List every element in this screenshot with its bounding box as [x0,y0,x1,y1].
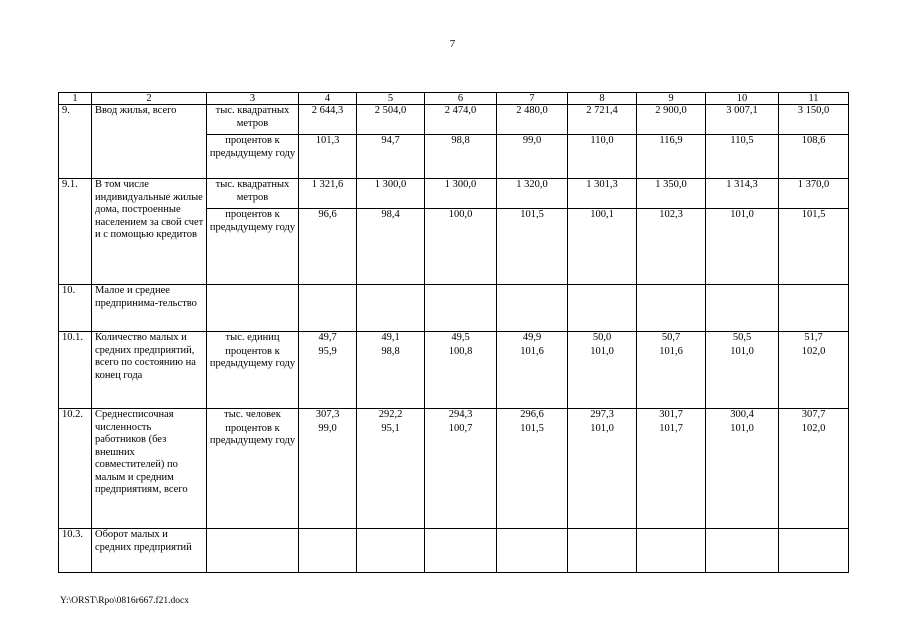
table-row [59,105,849,135]
table-cell [779,285,849,332]
table-cell: 96,6 [299,209,357,285]
table-cell: 49,7 [299,332,357,346]
column-header: 5 [357,93,425,105]
table-cell: 101,5 [497,209,568,285]
table-cell: 98,4 [357,209,425,285]
table-cell: 2 721,4 [568,105,637,135]
table-cell: 101,3 [299,135,357,179]
table-cell: 102,0 [779,423,849,529]
table-cell [299,529,357,573]
row-unit [207,529,299,573]
row-code: 9.1. [59,179,92,285]
table-cell: 95,1 [357,423,425,529]
row-unit: тыс. квадратных метров [207,179,299,209]
table-cell: 297,3 [568,409,637,423]
table-cell: 110,0 [568,135,637,179]
table-cell: 50,0 [568,332,637,346]
table-cell: 94,7 [357,135,425,179]
table-cell: 1 301,3 [568,179,637,209]
table-row [59,179,849,209]
table-cell: 1 314,3 [706,179,779,209]
table-cell: 2 474,0 [425,105,497,135]
row-code: 10.2. [59,409,92,529]
table-cell: 101,0 [706,423,779,529]
row-unit: процентов к предыдущему году [207,135,299,179]
table-cell: 1 370,0 [779,179,849,209]
table-cell [568,529,637,573]
table-cell: 101,7 [637,423,706,529]
table-cell: 100,8 [425,346,497,409]
statistics-table [58,92,849,573]
table-row [59,409,849,423]
table-row [59,332,849,346]
table-cell [497,285,568,332]
row-indicator-name: Ввод жилья, всего [92,105,207,179]
table-cell: 100,7 [425,423,497,529]
table-cell: 49,1 [357,332,425,346]
file-path-footer: Y:\ORST\Rpo\0816r667.f21.docx [60,596,189,606]
table-cell: 2 644,3 [299,105,357,135]
table-cell: 307,7 [779,409,849,423]
table-cell: 99,0 [299,423,357,529]
table-cell: 110,5 [706,135,779,179]
table-cell: 102,3 [637,209,706,285]
table-cell: 101,0 [568,423,637,529]
row-indicator-name: Количество малых и средних предприятий, всего по состоянию на конец года [92,332,207,409]
table-cell: 101,0 [568,346,637,409]
page-number: 7 [449,38,456,50]
table-cell: 300,4 [706,409,779,423]
table-row [59,285,849,332]
row-indicator-name: Малое и среднее предпринима-тельство [92,285,207,332]
table-cell: 51,7 [779,332,849,346]
table-cell [299,285,357,332]
table-cell: 294,3 [425,409,497,423]
row-unit [207,285,299,332]
table-cell: 101,0 [706,209,779,285]
row-indicator-name: Среднесписочная численность работников (без внешних совместителей) по малым и средним предприятиям, всего [92,409,207,529]
row-indicator-name: В том числе индивидуальные жилые дома, построенные населением за свой счет и с помощью кредитов [92,179,207,285]
column-header: 1 [59,93,92,105]
table-cell: 296,6 [497,409,568,423]
table-cell [357,529,425,573]
table-cell: 101,5 [779,209,849,285]
row-unit: тыс. человек [207,409,299,423]
column-header: 2 [92,93,207,105]
table-cell: 3 150,0 [779,105,849,135]
column-header: 11 [779,93,849,105]
table-cell: 1 321,6 [299,179,357,209]
table-cell: 1 300,0 [357,179,425,209]
row-code: 10.3. [59,529,92,573]
table-cell [568,285,637,332]
table-cell: 102,0 [779,346,849,409]
table-cell: 49,9 [497,332,568,346]
column-header: 3 [207,93,299,105]
table-cell: 100,0 [425,209,497,285]
table-cell [357,285,425,332]
row-indicator-name: Оборот малых и средних предприятий [92,529,207,573]
table-cell: 301,7 [637,409,706,423]
table-row [59,529,849,573]
table-cell: 1 320,0 [497,179,568,209]
table-cell: 49,5 [425,332,497,346]
table-cell [779,529,849,573]
table-cell: 307,3 [299,409,357,423]
table-cell: 1 300,0 [425,179,497,209]
table-cell [425,529,497,573]
row-unit: процентов к предыдущему году [207,209,299,285]
table-cell: 101,6 [497,346,568,409]
table-cell [497,529,568,573]
row-code: 10. [59,285,92,332]
header-row [59,93,849,105]
row-unit: тыс. квадратных метров [207,105,299,135]
table-cell: 95,9 [299,346,357,409]
table-cell: 101,6 [637,346,706,409]
table-cell: 99,0 [497,135,568,179]
table-cell: 116,9 [637,135,706,179]
table-cell: 108,6 [779,135,849,179]
row-unit: процентов к предыдущему году [207,346,299,409]
table-cell: 98,8 [357,346,425,409]
column-header: 8 [568,93,637,105]
table-cell: 50,7 [637,332,706,346]
column-header: 7 [497,93,568,105]
table-cell: 101,0 [706,346,779,409]
row-unit: процентов к предыдущему году [207,423,299,529]
table-cell: 50,5 [706,332,779,346]
table-cell: 100,1 [568,209,637,285]
table-cell [706,529,779,573]
table-cell: 2 480,0 [497,105,568,135]
table-cell: 101,5 [497,423,568,529]
row-unit: тыс. единиц [207,332,299,346]
table-cell [637,285,706,332]
table-cell [425,285,497,332]
table-cell [637,529,706,573]
column-header: 10 [706,93,779,105]
row-code: 9. [59,105,92,179]
table-cell: 3 007,1 [706,105,779,135]
table-cell: 292,2 [357,409,425,423]
table-cell: 1 350,0 [637,179,706,209]
column-header: 6 [425,93,497,105]
table-cell [706,285,779,332]
table-cell: 98,8 [425,135,497,179]
column-header: 9 [637,93,706,105]
column-header: 4 [299,93,357,105]
table-cell: 2 504,0 [357,105,425,135]
row-code: 10.1. [59,332,92,409]
table-cell: 2 900,0 [637,105,706,135]
